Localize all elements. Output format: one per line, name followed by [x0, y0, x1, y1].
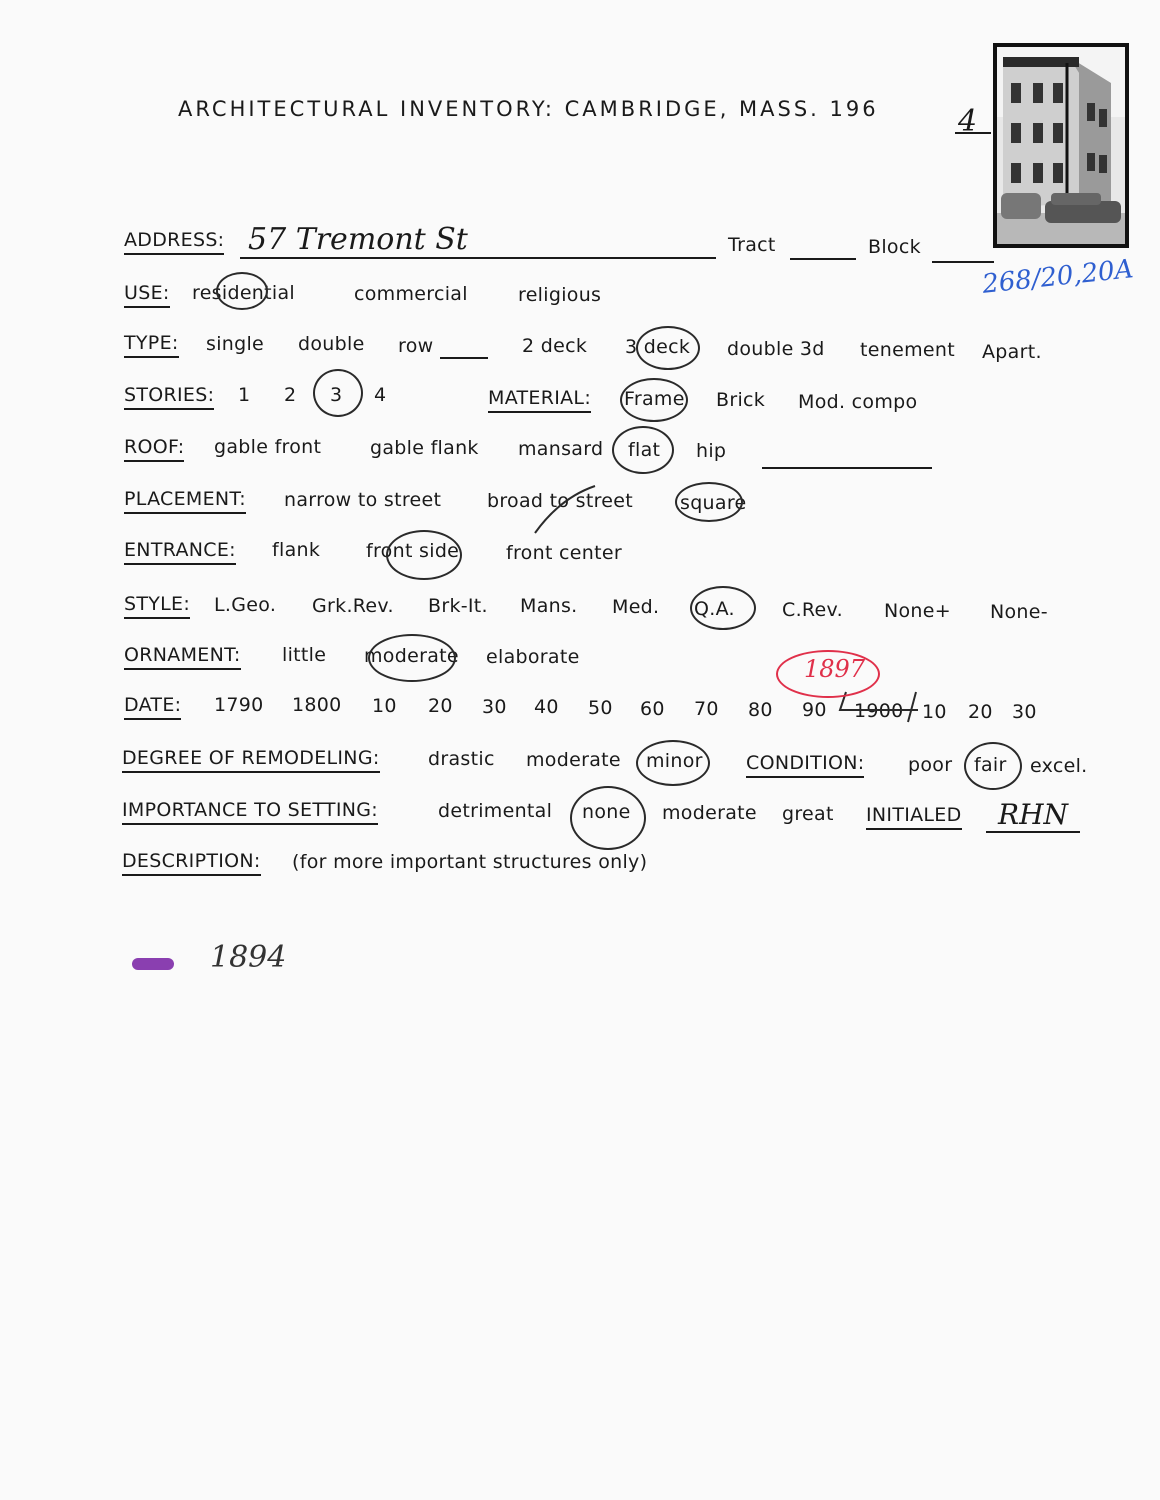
condition-poor[interactable]: poor — [908, 754, 953, 776]
importance-label: IMPORTANCE TO SETTING: — [122, 799, 378, 825]
date-60[interactable]: 60 — [640, 698, 665, 720]
roof-flat[interactable]: flat — [628, 439, 661, 461]
use-label: USE: — [124, 282, 170, 308]
date-40[interactable]: 40 — [534, 696, 559, 718]
entrance-front-center[interactable]: front center — [506, 542, 622, 564]
use-residential-circle — [216, 272, 268, 310]
tract-label: Tract — [728, 234, 776, 256]
date-1800[interactable]: 1800 — [292, 694, 342, 716]
material-label: MATERIAL: — [488, 387, 591, 413]
material-brick[interactable]: Brick — [716, 389, 766, 411]
date-red-note: 1897 — [804, 655, 866, 683]
ornament-little[interactable]: little — [282, 644, 327, 666]
stories-label: STORIES: — [124, 384, 214, 410]
roof-flat-circle — [612, 426, 674, 474]
importance-none-circle — [570, 786, 646, 850]
date-80[interactable]: 80 — [748, 699, 773, 721]
placement-square-circle — [675, 482, 743, 522]
entrance-front-side-circle — [386, 530, 462, 580]
style-mans[interactable]: Mans. — [520, 595, 578, 617]
use-religious[interactable]: religious — [518, 284, 602, 306]
style-none-plus[interactable]: None+ — [884, 600, 951, 622]
date-1920[interactable]: 20 — [968, 701, 993, 723]
material-frame-circle — [620, 378, 688, 422]
importance-none[interactable]: none — [582, 801, 631, 823]
form-title: ARCHITECTURAL INVENTORY: CAMBRIDGE, MASS. 196 — [178, 97, 879, 121]
material-mod-compo[interactable]: Mod. compo — [798, 391, 918, 413]
style-none-minus[interactable]: None- — [990, 601, 1048, 623]
ornament-label: ORNAMENT: — [124, 644, 241, 670]
ornament-elaborate[interactable]: elaborate — [486, 646, 580, 668]
entrance-front-side[interactable]: front side — [366, 540, 460, 562]
type-3deck[interactable]: 3 deck — [625, 336, 691, 358]
date-1790[interactable]: 1790 — [214, 694, 264, 716]
style-med[interactable]: Med. — [612, 596, 660, 618]
entrance-flank[interactable]: flank — [272, 539, 321, 561]
address-value[interactable]: 57 Tremont St — [248, 222, 468, 257]
roof-other-line — [762, 467, 932, 469]
placement-broad-crossout — [530, 478, 600, 538]
placement-narrow[interactable]: narrow to street — [284, 489, 442, 511]
roof-gable-front[interactable]: gable front — [214, 436, 322, 458]
style-lgeo[interactable]: L.Geo. — [214, 594, 277, 616]
address-label: ADDRESS: — [124, 229, 224, 255]
placement-square[interactable]: square — [680, 492, 747, 514]
roof-label: ROOF: — [124, 436, 184, 462]
date-90[interactable]: 90 — [802, 699, 827, 721]
year-underline — [955, 132, 991, 134]
style-brkit[interactable]: Brk-It. — [428, 595, 488, 617]
stories-3[interactable]: 3 — [330, 384, 343, 406]
condition-fair-circle — [964, 742, 1022, 790]
type-double[interactable]: double — [298, 333, 365, 355]
use-commercial[interactable]: commercial — [354, 283, 468, 305]
importance-great[interactable]: great — [782, 803, 834, 825]
remodeling-drastic[interactable]: drastic — [428, 748, 495, 770]
type-single[interactable]: single — [206, 333, 265, 355]
date-label: DATE: — [124, 694, 181, 720]
description-label: DESCRIPTION: — [122, 850, 261, 876]
condition-label: CONDITION: — [746, 752, 864, 778]
address-line — [240, 257, 716, 259]
condition-excel[interactable]: excel. — [1030, 755, 1088, 777]
date-1930[interactable]: 30 — [1012, 701, 1037, 723]
style-qa[interactable]: Q.A. — [694, 598, 735, 620]
block-note: 268/20,20A — [980, 254, 1135, 300]
date-30[interactable]: 30 — [482, 696, 507, 718]
remodeling-minor[interactable]: minor — [646, 750, 703, 772]
initialed-value[interactable]: RHN — [998, 798, 1068, 831]
entrance-label: ENTRANCE: — [124, 539, 236, 565]
type-row[interactable]: row — [398, 335, 434, 357]
stories-1[interactable]: 1 — [238, 384, 251, 406]
importance-detrimental[interactable]: detrimental — [438, 800, 553, 822]
initialed-label: INITIALED — [866, 804, 962, 830]
style-qa-circle — [690, 586, 756, 630]
style-crev[interactable]: C.Rev. — [782, 599, 843, 621]
ornament-moderate[interactable]: moderate — [364, 645, 459, 667]
date-1900[interactable]: 1900 — [854, 700, 904, 722]
roof-hip[interactable]: hip — [696, 440, 727, 462]
use-residential[interactable]: residential — [192, 282, 296, 304]
purple-marker — [132, 958, 174, 970]
importance-moderate[interactable]: moderate — [662, 802, 757, 824]
type-2deck[interactable]: 2 deck — [522, 335, 588, 357]
building-photo — [993, 43, 1129, 248]
placement-broad[interactable]: broad to street — [487, 490, 634, 512]
type-tenement[interactable]: tenement — [860, 339, 955, 361]
type-3deck-circle — [636, 326, 700, 370]
ornament-moderate-circle — [368, 634, 456, 682]
condition-fair[interactable]: fair — [974, 754, 1007, 776]
date-50[interactable]: 50 — [588, 697, 613, 719]
date-20[interactable]: 20 — [428, 695, 453, 717]
type-double3d[interactable]: double 3d — [727, 338, 825, 360]
style-grkrev[interactable]: Grk.Rev. — [312, 595, 394, 617]
remodeling-minor-circle — [636, 740, 710, 786]
building-photo-image — [993, 43, 1129, 248]
date-1910[interactable]: 10 — [922, 701, 947, 723]
block-line — [932, 261, 994, 263]
style-label: STYLE: — [124, 593, 190, 619]
block-label: Block — [868, 236, 921, 258]
roof-gable-flank[interactable]: gable flank — [370, 437, 479, 459]
date-70[interactable]: 70 — [694, 698, 719, 720]
date-10[interactable]: 10 — [372, 695, 397, 717]
remodeling-label: DEGREE OF REMODELING: — [122, 747, 380, 773]
type-label: TYPE: — [124, 332, 179, 358]
stories-2[interactable]: 2 — [284, 384, 297, 406]
remodeling-moderate[interactable]: moderate — [526, 749, 621, 771]
initialed-line — [986, 831, 1080, 833]
material-frame[interactable]: Frame — [624, 388, 685, 410]
row-line — [440, 357, 488, 359]
tract-line — [790, 258, 856, 260]
placement-label: PLACEMENT: — [124, 488, 246, 514]
handwritten-year: 1894 — [210, 940, 287, 975]
form-year-digit: 4 — [958, 104, 978, 139]
roof-mansard[interactable]: mansard — [518, 438, 604, 460]
description-note: (for more important structures only) — [292, 851, 648, 873]
type-apart[interactable]: Apart. — [982, 341, 1042, 363]
stories-3-circle — [313, 369, 363, 417]
stories-4[interactable]: 4 — [374, 384, 387, 406]
